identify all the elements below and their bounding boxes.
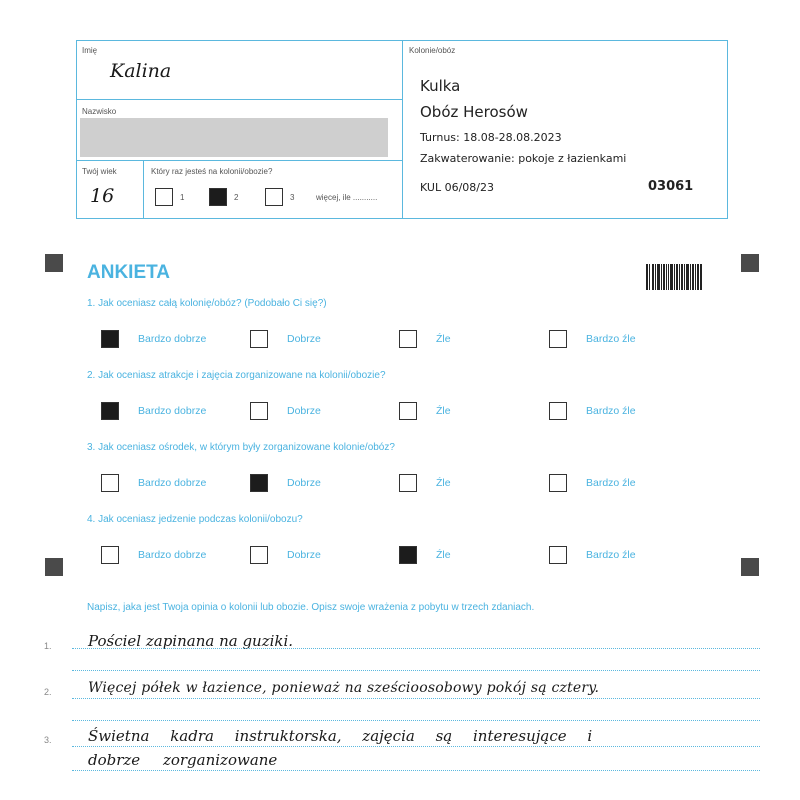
corner-marker	[45, 558, 63, 576]
question-4-option-3-checkbox[interactable]	[399, 546, 417, 564]
last-name-label: Nazwisko	[82, 107, 117, 116]
dotted-line	[72, 698, 760, 699]
option-label: Bardzo źle	[586, 549, 636, 561]
camp-label: Kolonie/obóz	[409, 46, 456, 55]
question-1-text: 1. Jak oceniasz całą kolonię/obóz? (Podobało Ci się?)	[87, 298, 327, 309]
camp-code: KUL 06/08/23	[420, 181, 494, 194]
age-label: Twój wiek	[82, 167, 117, 176]
question-2-option-3-checkbox[interactable]	[399, 402, 417, 420]
turnus: Turnus: 18.08-28.08.2023	[420, 131, 562, 144]
corner-marker	[45, 254, 63, 272]
option-label: Bardzo dobrze	[138, 405, 207, 417]
option-label: Bardzo źle	[586, 333, 636, 345]
option-label: Dobrze	[287, 405, 321, 417]
question-3-option-1-checkbox[interactable]	[101, 474, 119, 492]
question-3-option-4-checkbox[interactable]	[549, 474, 567, 492]
option-label: Bardzo dobrze	[138, 333, 207, 345]
option-label: Źle	[436, 477, 451, 489]
visit-count-label: Który raz jesteś na kolonii/obozie?	[151, 167, 273, 176]
option-label: Dobrze	[287, 333, 321, 345]
question-4-text: 4. Jak oceniasz jedzenie podczas kolonii/obozu?	[87, 514, 303, 525]
corner-marker	[741, 558, 759, 576]
first-name-value[interactable]: Kalina	[110, 60, 172, 82]
option-label: Dobrze	[287, 549, 321, 561]
question-4-option-2-checkbox[interactable]	[250, 546, 268, 564]
question-3-option-3-checkbox[interactable]	[399, 474, 417, 492]
visit-more-label: więcej, ile ...........	[316, 193, 378, 202]
question-4-option-1-checkbox[interactable]	[101, 546, 119, 564]
visit-checkbox-1[interactable]	[155, 188, 173, 206]
first-name-label: Imię	[82, 46, 98, 55]
accommodation: Zakwaterowanie: pokoje z łazienkami	[420, 152, 627, 165]
camp-name: Kulka	[420, 77, 461, 95]
question-1-option-4-checkbox[interactable]	[549, 330, 567, 348]
opinion-line-1[interactable]: Pościel zapinana na guziki.	[88, 632, 294, 650]
opinion-line-2[interactable]: Więcej półek w łazience, ponieważ na sześcioosobowy pokój są cztery.	[88, 680, 600, 696]
dotted-line	[72, 648, 760, 649]
option-label: Bardzo źle	[586, 477, 636, 489]
header-divider	[143, 160, 144, 219]
visit-option-label: 3	[290, 193, 295, 202]
dotted-line	[72, 720, 760, 721]
option-label: Źle	[436, 333, 451, 345]
option-label: Dobrze	[287, 477, 321, 489]
question-3-option-2-checkbox[interactable]	[250, 474, 268, 492]
visit-option-label: 2	[234, 193, 239, 202]
opinion-line-3[interactable]: Świetna kadra instruktorska, zajęcia są interesujące i	[88, 727, 593, 745]
question-1-option-2-checkbox[interactable]	[250, 330, 268, 348]
question-1-option-3-checkbox[interactable]	[399, 330, 417, 348]
question-1-option-1-checkbox[interactable]	[101, 330, 119, 348]
option-label: Bardzo dobrze	[138, 477, 207, 489]
corner-marker	[741, 254, 759, 272]
age-value[interactable]: 16	[90, 185, 115, 207]
header-divider	[402, 40, 403, 219]
camp-program: Obóz Herosów	[420, 103, 528, 121]
question-3-text: 3. Jak oceniasz ośrodek, w którym były zorganizowane kolonie/obóz?	[87, 442, 395, 453]
opinion-line-3-continued[interactable]: dobrze zorganizowane	[88, 751, 278, 769]
dotted-line	[72, 746, 760, 747]
visit-option-label: 1	[180, 193, 185, 202]
option-label: Bardzo dobrze	[138, 549, 207, 561]
question-2-option-1-checkbox[interactable]	[101, 402, 119, 420]
form-number: 03061	[648, 179, 694, 194]
option-label: Bardzo źle	[586, 405, 636, 417]
question-2-text: 2. Jak oceniasz atrakcje i zajęcia zorganizowane na kolonii/obozie?	[87, 370, 386, 381]
opinion-prompt: Napisz, jaka jest Twoja opinia o kolonii lub obozie. Opisz swoje wrażenia z pobytu w trzech zdaniach.	[87, 602, 535, 613]
last-name-redacted	[80, 118, 388, 157]
header-divider	[76, 160, 403, 161]
question-2-option-2-checkbox[interactable]	[250, 402, 268, 420]
dotted-line	[72, 670, 760, 671]
visit-checkbox-3[interactable]	[265, 188, 283, 206]
question-2-option-4-checkbox[interactable]	[549, 402, 567, 420]
option-label: Źle	[436, 405, 451, 417]
line-number: 2.	[44, 687, 52, 697]
header-divider	[76, 99, 403, 100]
dotted-line	[72, 770, 760, 771]
visit-checkbox-2[interactable]	[209, 188, 227, 206]
line-number: 1.	[44, 641, 52, 651]
survey-title: ANKIETA	[87, 262, 171, 283]
option-label: Źle	[436, 549, 451, 561]
question-4-option-4-checkbox[interactable]	[549, 546, 567, 564]
line-number: 3.	[44, 735, 52, 745]
barcode	[646, 264, 702, 290]
